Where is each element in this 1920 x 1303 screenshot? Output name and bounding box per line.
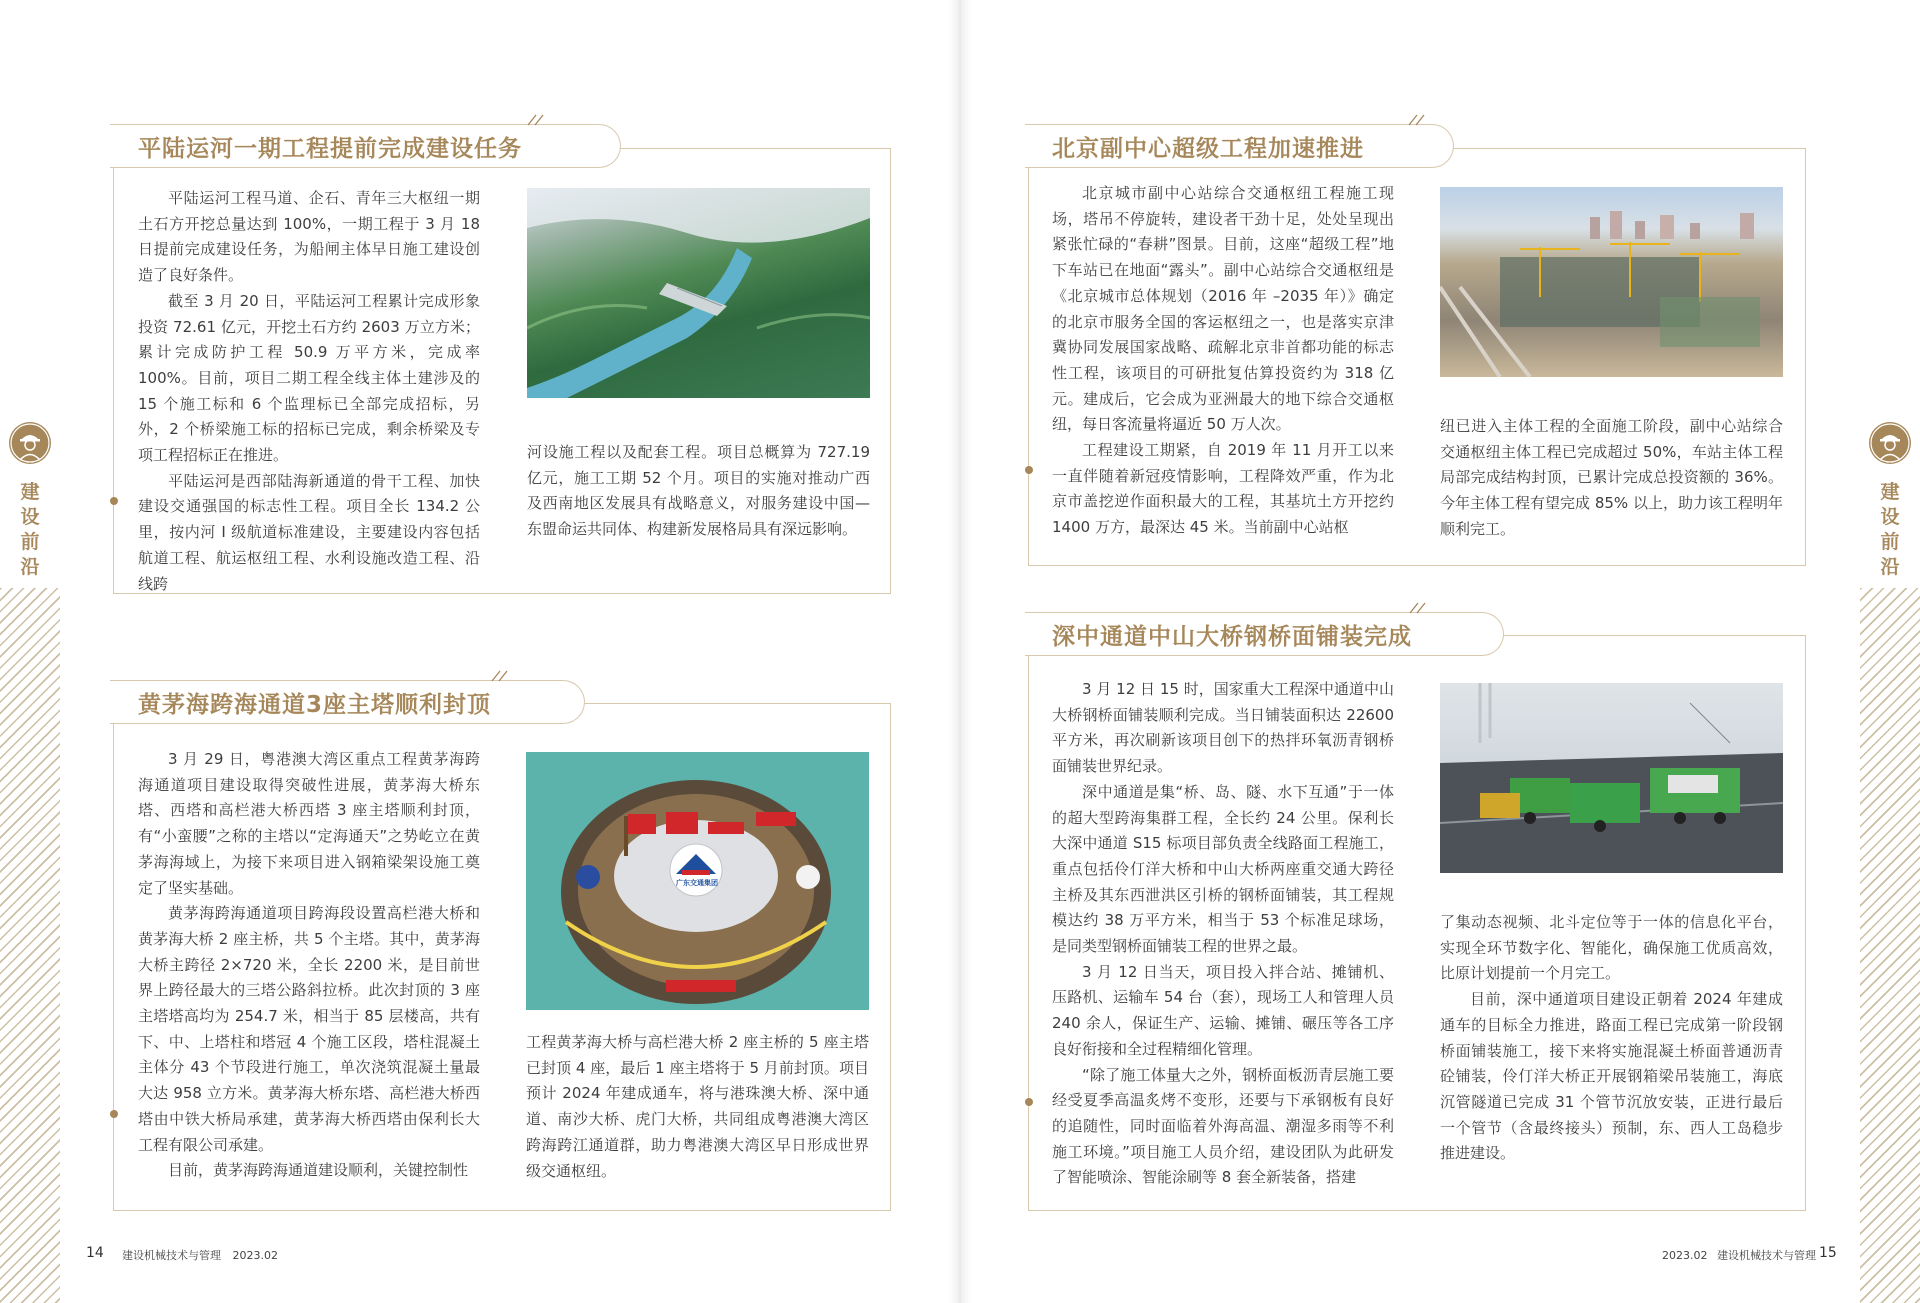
- paragraph: 3 月 12 日 15 时，国家重大工程深中通道中山大桥钢桥面铺装顺利完成。当日铺装面积达 22600 平方米，再次刷新该项目创下的热拌环氧沥青钢桥面铺装世界纪录。: [1052, 680, 1394, 776]
- issue-date: 2023.02: [1662, 1249, 1708, 1262]
- tower-top-photo: [526, 752, 869, 1010]
- section-label: [1860, 480, 1920, 580]
- paragraph: 北京城市副中心站综合交通枢纽工程施工现场，塔吊不停旋转，建设者干劲十足，处处呈现出紧张忙碌的“春耕”图景。目前，这座“超级工程”地下车站已在地面“露头”。副中心站综合交通枢纽是《北京城市总体规划（2016 年 –2035 年）》确定的北京市服务全国的客运枢纽之一，也是落实京津冀协同发展国家战略、疏解北京非首都功能的标志性工程，该项目的可研批复估算投资约为 318 亿元。建成后，它会成为亚洲最大的地下综合交通枢纽，每日客流量将逼近 50 万人次。: [1052, 184, 1394, 434]
- footer-right: [1662, 1247, 1816, 1263]
- journal-name: 建设机械技术与管理: [122, 1249, 221, 1262]
- frame-dot: [1025, 466, 1033, 474]
- paragraph: 平陆运河是西部陆海新通道的骨干工程、加快建设交通强国的标志性工程。项目全长 134.2 公里，按内河 I 级航道标准建设，主要建设内容包括航道工程、航运枢纽工程、水利设施改造工程、沿线跨: [138, 471, 480, 593]
- article-title: 深中通道中山大桥钢桥面铺装完成: [1052, 624, 1412, 650]
- section-label-char: 建: [1880, 481, 1900, 503]
- paragraph: 3 月 29 日，粤港澳大湾区重点工程黄茅海跨海通道项目建设取得突破性进展，黄茅海大桥东塔、西塔和高栏港大桥西塔 3 座主塔顺利封顶，有“小蛮腰”之称的主塔以“定海通天”之势屹立在黄茅海海域上，为接下来项目进入钢箱梁架设施工奠定了坚实基础。: [138, 750, 480, 897]
- article-body-col2: [526, 1030, 869, 1184]
- article-body-col2: [1440, 910, 1783, 1167]
- section-label-char: 前: [1880, 531, 1900, 553]
- issue-date: 2023.02: [232, 1249, 278, 1262]
- paragraph: 深中通道是集“桥、岛、隧、水下互通”于一体的超大型跨海集群工程，全长约 24 公里。保利长大深中通道 S15 标项目部负责全线路面工程施工，重点包括伶仃洋大桥和中山大桥两座重交通大跨径主桥及其东西泄洪区引桥的钢桥面铺装，其工程规模达约 38 万平方米，相当于 53 个标准足球场，是同类型钢桥面铺装工程的世界之最。: [1052, 782, 1394, 956]
- logo-badge-text: 广东交通集团: [676, 879, 718, 887]
- footer-left: [122, 1247, 278, 1263]
- construction-site-photo: [1440, 187, 1783, 377]
- title-slash-icon: [1407, 114, 1433, 126]
- section-label-char: 设: [20, 506, 40, 528]
- paragraph: 工程建设工期紧，自 2019 年 11 月开工以来一直伴随着新冠疫情影响，工程降效严重，作为北京市盖挖逆作面积最大的工程，其基坑土方开挖约 1400 万方，最深达 45 米。当前副中心站枢: [1052, 441, 1394, 537]
- paragraph: 工程黄茅海大桥与高栏港大桥 2 座主桥的 5 座主塔已封顶 4 座，最后 1 座主塔将于 5 月前封顶。项目预计 2024 年建成通车，将与港珠澳大桥、深中通道、南沙大桥、虎门大桥，共同组成粤港澳大湾区跨海跨江通道群，助力粤港澳大湾区早日形成世界级交通枢纽。: [526, 1033, 869, 1180]
- page-spine: [948, 0, 972, 1303]
- left-section-tab: [0, 412, 60, 588]
- page-number-left: 14: [86, 1245, 104, 1261]
- title-slash-icon: [490, 670, 516, 682]
- article-title: 黄茅海跨海通道3座主塔顺利封顶: [138, 692, 492, 718]
- paragraph: 3 月 12 日当天，项目投入拌合站、摊铺机、压路机、运输车 54 台（套），现场工人和管理人员 240 余人，保证生产、运输、摊铺、碾压等各工序良好衔接和全过程精细化管理。: [1052, 962, 1394, 1058]
- paragraph: 纽已进入主体工程的全面施工阶段，副中心站综合交通枢纽主体工程已完成超过 50%，车站主体工程局部完成结构封顶，已累计完成总投资额的 36%。今年主体工程有望完成 85% 以上，助力该工程明年顺利完工。: [1440, 417, 1783, 538]
- article-body-col2: [527, 440, 870, 543]
- article-title: 北京副中心超级工程加速推进: [1052, 136, 1364, 162]
- paragraph: 黄茅海跨海通道项目跨海段设置高栏港大桥和黄茅海大桥 2 座主桥，共 5 个主塔。其中，黄茅海大桥主跨径 2×720 米，全长 2200 米，是目前世界上跨径最大的三塔公路斜拉桥。此次封顶的 3 座主塔塔高均为 254.7 米，相当于 85 层楼高，共有下、中、上塔柱和塔冠 4 个施工区段，塔柱混凝土主体分 43 个节段进行施工，单次浇筑混凝土量最大达 958 立方米。黄茅海大桥东塔、高栏港大桥西塔由中铁大桥局承建，黄茅海大桥西塔由保利长大工程有限公司承建。: [138, 904, 480, 1154]
- section-label-char: 沿: [1880, 556, 1900, 578]
- paragraph: 平陆运河工程马道、企石、青年三大枢纽一期土石方开挖总量达到 100%，一期工程于 3 月 18 日提前完成建设任务，为船闸主体早日施工建设创造了良好条件。: [138, 189, 480, 285]
- journal-name: 建设机械技术与管理: [1717, 1249, 1816, 1262]
- paragraph: 了集动态视频、北斗定位等于一体的信息化平台，实现全环节数字化、智能化，确保施工优质高效，比原计划提前一个月完工。: [1440, 913, 1783, 983]
- page-number-right: 15: [1819, 1245, 1837, 1261]
- frame-dot: [110, 497, 118, 505]
- title-slash-icon: [526, 114, 552, 126]
- article-body-col1: [138, 186, 480, 597]
- title-slash-icon: [1408, 602, 1434, 614]
- right-section-tab: [1860, 412, 1920, 588]
- article-body-col2: [1440, 414, 1783, 543]
- section-label-char: 沿: [20, 556, 40, 578]
- section-label-char: 前: [20, 531, 40, 553]
- paragraph: 目前，深中通道项目建设正朝着 2024 年建成通车的目标全力推进，路面工程已完成第一阶段钢桥面铺装施工，接下来将实施混凝土桥面普通沥青砼铺装，伶仃洋大桥正开展钢箱梁吊装施工，海底沉管隧道已完成 31 个管节沉放安装，正进行最后一个管节（含最终接头）预制，东、西人工岛稳步推进建设。: [1440, 990, 1783, 1163]
- right-hatch-band: [1860, 588, 1920, 1303]
- article-title: 平陆运河一期工程提前完成建设任务: [138, 136, 522, 162]
- article-body-col1: [138, 747, 480, 1184]
- paragraph: 河设施工程以及配套工程。项目总概算为 727.19 亿元，施工工期 52 个月。项目的实施对推动广西及西南地区发展具有战略意义，对服务建设中国—东盟命运共同体、构建新发展格局具有深远影响。: [527, 443, 870, 539]
- paragraph: “除了施工体量大之外，钢桥面板沥青层施工要经受夏季高温炙烤不变形，还要与下承钢板有良好的追随性，同时面临着外海高温、潮湿多雨等不利施工环境。”项目施工人员介绍，建设团队为此研发了智能喷涂、智能涂刷等 8 套全新装备，搭建: [1052, 1065, 1394, 1187]
- section-label-char: 建: [20, 481, 40, 503]
- article-body-col1: [1052, 181, 1394, 541]
- paragraph: 目前，黄茅海跨海通道建设顺利，关键控制性: [168, 1161, 469, 1180]
- frame-dot: [110, 1110, 118, 1118]
- article-body-col1: [1052, 677, 1394, 1191]
- bridge-paving-photo: [1440, 683, 1783, 873]
- worker-avatar-icon: [9, 422, 51, 464]
- frame-dot: [1025, 1098, 1033, 1106]
- worker-avatar-icon: [1869, 422, 1911, 464]
- paragraph: 截至 3 月 20 日，平陆运河工程累计完成形象投资 72.61 亿元，开挖土石方约 2603 万立方米；累计完成防护工程 50.9 万平方米，完成率 100%。目前，项目二期工程全线主体土建涉及的 15 个施工标和 6 个监理标已全部完成招标，另外，2 个桥梁施工标的招标已完成，剩余桥梁及专项工程招标正在推进。: [138, 291, 480, 465]
- section-label: [0, 480, 60, 580]
- left-hatch-band: [0, 588, 60, 1303]
- section-label-char: 设: [1880, 506, 1900, 528]
- canal-aerial-photo: [527, 188, 870, 398]
